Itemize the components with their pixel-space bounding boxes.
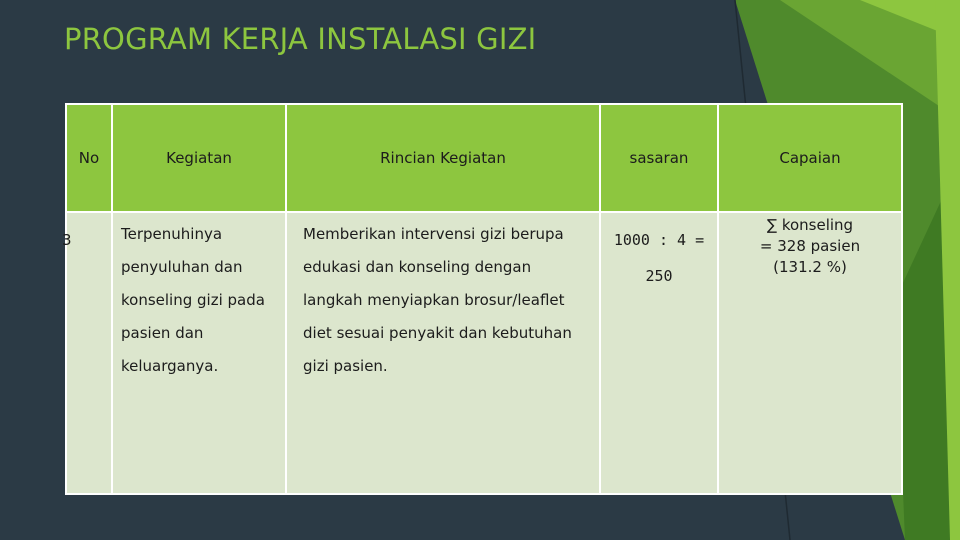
rincian-line: langkah menyiapkan brosur/leaflet — [303, 291, 565, 309]
rincian-line: gizi pasien. — [303, 357, 388, 375]
capaian-line: = 328 pasien — [759, 237, 861, 255]
kegiatan-line: pasien dan — [121, 324, 204, 342]
kegiatan-line: Terpenuhinya — [121, 225, 223, 243]
header-capaian: Capaian — [718, 104, 902, 212]
table-row — [66, 212, 902, 494]
header-kegiatan: Kegiatan — [112, 104, 286, 212]
cell-rincian — [286, 212, 600, 494]
rincian-line: edukasi dan konseling dengan — [303, 258, 532, 276]
table-header-row — [66, 104, 902, 212]
cell-no — [62, 212, 112, 494]
cell-sasaran — [600, 212, 718, 494]
header-no: No — [66, 104, 112, 212]
sasaran-formula: 1000 : 4 = — [613, 231, 705, 249]
kegiatan-line: penyuluhan dan — [121, 258, 243, 276]
slide-title: PROGRAM KERJA INSTALASI GIZI — [64, 22, 537, 56]
cell-kegiatan — [112, 212, 286, 494]
capaian-line: (131.2 %) — [773, 258, 847, 276]
rincian-line: diet sesuai penyakit dan kebutuhan — [303, 324, 572, 342]
kegiatan-line: keluarganya. — [121, 357, 219, 375]
header-rincian: Rincian Kegiatan — [286, 104, 600, 212]
header-sasaran: sasaran — [600, 104, 718, 212]
kegiatan-line: konseling gizi pada — [121, 291, 265, 309]
capaian-line: ∑ konseling — [766, 216, 854, 234]
program-table — [62, 103, 903, 495]
sasaran-result: 250 — [645, 267, 673, 285]
row-number: 3 — [62, 231, 72, 249]
cell-capaian — [718, 212, 902, 494]
rincian-line: Memberikan intervensi gizi berupa — [303, 225, 564, 243]
